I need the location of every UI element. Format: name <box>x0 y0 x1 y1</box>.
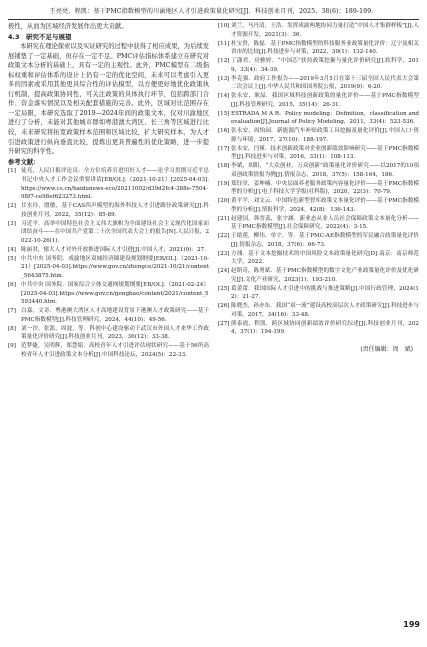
reference-item <box>218 180 419 198</box>
reference-text: 杜宝贵，陈磊．基于PMC指数模型的科技服务业政策量化评价：辽宁及相关省市的比较[J].科技进步与对策，2022，39(1)：132-140. <box>231 40 419 56</box>
reference-number: [27] <box>218 320 230 327</box>
reference-item <box>8 281 209 307</box>
reference-text: 赵斯奇，陈勇斌．基于PMC指数模型的数字文化产业政策量化评价及优化研究[J].文化产业研究，2023(1)：193-210. <box>231 268 419 283</box>
reference-number: [18] <box>218 163 230 169</box>
reference-number: [26] <box>218 303 230 309</box>
reference-text: 赵建国，韩晋蕊，张宇涵．新业态从业人员社会保障政策文本量化分析——基于PMC指数模型[J].社会保障研究，2022(4)：3-15. <box>231 215 419 231</box>
reference-text: 张永安，闫瑾．技术创新政策对企业创新绩效影响研究——基于PMC指数模型[J].科技进步与对策，2016，33(1)：108-113. <box>231 145 419 161</box>
reference-text: 习近平．高举中国特色社会主义伟大旗帜为全面建设社会主义现代化国家而团结奋斗——在中国共产党第二十次全国代表大会上的报告[N].人民日报，2022-10-26(1). <box>21 220 210 245</box>
reference-text: 丁潇君，房雅婷．“中国芯”扶持政策挖掘与量化评价研究[J].软科学，2019，33(4)：34-39. <box>231 58 419 73</box>
reference-text: 李克强．政府工作报告——2019年3月5日在第十三届全国人民代表大会第二次会议上[J].中华人民共和国国务院公报，2019(9)：6-20. <box>231 75 419 91</box>
continuation-text: 极性，从而为区域经济发展作出更大贡献。 <box>8 23 128 30</box>
reference-number: [13] <box>218 75 230 82</box>
reference-text: 李斌，胡阳，“大众创业、万众创新”政策量化评价研究——以2017的10项双创政策情报为例[J].情报杂志，2018，37(5)：158-164，186. <box>231 163 419 178</box>
reference-text: 张永安，耿喆．我国区域科技创新政策的量化评价——基于PMC指数模型[J].科技管理研究，2015，35(14)：26-31. <box>231 93 419 108</box>
reference-text: 中共中央 国务院．国家综合立体交通网规划纲要[EB/OL].（2021-02-24）[2025-04-03].https://www.gov.cn/gongbao/content/2021/content_5593440.htm. <box>21 281 209 306</box>
reference-item <box>218 22 419 40</box>
reference-number: [15] <box>218 110 230 117</box>
left-reference-list <box>8 167 209 360</box>
reference-text: 张永安，周怡园．新能源汽车补贴政策工具挖掘及量化评价[J].中国人口·资源与环境，2017，27(10)：188-197. <box>231 128 419 143</box>
reference-item <box>218 267 419 285</box>
reference-number: [14] <box>218 93 230 99</box>
reference-number: [7] <box>8 308 16 315</box>
reference-item <box>8 255 209 281</box>
reference-number: [5] <box>8 255 16 262</box>
body-paragraph: 本研究在理论探索以及实证研究的过程中获得了相应成果，为后续发展铺垫了一定基础，但存在一定不足。PMC评估指标体系建立在研究对政策文本分析的基础上，具有一定的主观性。此外，PMC模型在二级指标权重和评估体系的设计上仍有一定的优化空间，未来可以考虑引入更多的因素或采用其他更具综合性的评估模型，以方便更好地优化政策执行机制，提高政策协同性，可关注政策的具体执行环节，包括跨部门合作、资金落实情况以及相关配套措施的完善。此外，区域对比范围存在一定局限，本研究选取了2019—2024年间的政策文本，仅对川渝地区进行了分析，未能对其他城市群如粤港澳大湾区、长三角等区域进行比较，未来研究将拓宽政策样本范围和区域比较，扩大研究样本，为人才引进政策进行纵向垂直比较，提炼出更具普遍性的优化策略，进一步提升研究的科学性。 <box>8 43 209 156</box>
reference-text: 范梦婕，吴明辉，郑慧娟．高校青年人才引进评估现状研究——基于56所高校青年人才引进政策文本分析[J].中国科技论坛，2024(5)：22-33. <box>21 343 209 358</box>
reference-item <box>218 250 419 268</box>
reference-text: 熊泰霞，程凯．跨区域协同创新绩效评价研究综述[J].科技创业月刊，2024，37(1)：194-199. <box>231 320 419 336</box>
reference-text: 王绪莲，柳伟，单宇，等．基于PMC-AE指数模型的军民融合政策量化评价[J].情报杂志，2018，37(6)：66-73. <box>231 233 419 248</box>
reference-item <box>218 162 419 180</box>
reference-text: 中共中央 国务院．成渝地区双城经济圈建设规划纲要[EB/OL].（2021-10-21）[2025-04-03].https://www.gov.cn/zhengce/2021-10/21/content_5643875.htm. <box>21 255 209 280</box>
reference-item <box>218 57 419 75</box>
header-rule <box>8 19 419 20</box>
reference-number: [11] <box>218 40 230 47</box>
reference-item <box>8 202 209 220</box>
references-heading: 参考文献： <box>8 158 40 166</box>
reference-item <box>218 110 419 128</box>
reference-item <box>218 92 419 110</box>
reference-number: [25] <box>218 285 230 292</box>
reference-item <box>218 285 419 303</box>
reference-item <box>8 167 209 202</box>
page-number: 199 <box>403 620 420 629</box>
reference-text: 刘兰，马丹清，王浩．发挥成渝两地协同力量打造“中国人才集群样板”[J].人才资源开发，2021(3)：36. <box>231 23 419 38</box>
reference-number: [19] <box>218 180 230 187</box>
reference-item <box>8 307 209 325</box>
reference-number: [20] <box>218 198 230 204</box>
reference-number: [17] <box>218 145 230 152</box>
running-header: 王亮亮，程凯：基于PMC指数模型的川渝地区人才引进政策量化研究[J]．科技创业月刊，2025，38(6)：189-199． <box>49 8 378 15</box>
reference-item <box>8 220 209 246</box>
reference-text: 陈晓杰，孙亦东．我国“双一流”建设高校高层次人才政策研究[J].科技进步与对策，2017，34(16)：33-48. <box>231 303 419 318</box>
right-reference-list <box>218 22 419 337</box>
reference-item <box>218 215 419 233</box>
reference-number: [9] <box>8 343 16 350</box>
reference-number: [1] <box>8 168 16 175</box>
reference-number: [23] <box>218 250 230 257</box>
reference-number: [6] <box>8 281 16 288</box>
reference-number: [3] <box>8 220 16 227</box>
reference-item <box>218 75 419 93</box>
section-heading: 4.3 研究不足与展望 <box>8 32 72 41</box>
left-column <box>8 22 209 360</box>
right-column <box>218 22 419 355</box>
editor-note: (责任编辑：周 斌) <box>360 346 413 353</box>
reference-text: 郑钰堂，姜坤楠．中央层面养老服务政策内容量化评价——基于PMC指数模型的分析[J].电子科技大学学报(社科版)，2020，22(3)：70-79. <box>231 180 419 196</box>
reference-number: [24] <box>218 268 230 274</box>
reference-text: 方翊．基于文本挖掘技术的中国风险文本政策量化研究[D].南京：南京师范大学，2022. <box>231 250 419 266</box>
reference-number: [10] <box>218 23 230 29</box>
reference-item <box>218 232 419 250</box>
reference-text: 葛蕾蕾．我国国际人才引进中的挑战与推进策略[J].中国行政管理，2024(12)：21-27. <box>231 285 419 301</box>
reference-item <box>218 302 419 320</box>
reference-number: [22] <box>218 233 230 239</box>
reference-text: 甘水玲，殷敏，基于CAS四声模型的海外科技人才引进路径政策研究[J].科技创业月刊，2022，35(12)：85-89. <box>21 203 209 218</box>
reference-number: [2] <box>8 203 16 210</box>
reference-number: [16] <box>218 128 230 134</box>
reference-number: [8] <box>8 325 16 332</box>
reference-number: [21] <box>218 215 230 222</box>
reference-text: 徒亮，人民日报评论员：全方位培养引进用好人才——论学习贯彻习近平总书记中央人才工作会议重要讲话[EB/OL].（2021-10-21）[2025-04-03].https://www.cs.cn/baidunews-eco/20211002/d39d2fc4-388e-7504-98f7-ce98ef623273.html. <box>21 168 209 201</box>
reference-text: ESTRADA M A R．Policy modeling：Definition，classification and evaluation[J].Journal of Policy Modeling，2011，33(4)：523-536. <box>231 110 419 126</box>
reference-text: 黄平平，刘文云．中国特色新型智库政策文本量化评价——基于PMC指数模型的分析[J].情报科学，2024，42(8)：136-143. <box>231 198 419 213</box>
reference-text: 刘一沙，张凯，周波，等．科创中心建设驱动下武汉市外国人才来华工作政策量化评价研究[J].科技创业月刊，2023，36(12)：33-38. <box>21 325 209 341</box>
reference-item <box>218 127 419 145</box>
reference-item <box>8 342 209 360</box>
reference-item <box>218 197 419 215</box>
reference-item <box>218 320 419 338</box>
reference-item <box>8 246 209 255</box>
reference-text: 陈丽君，郁大人才对外开放推进国际人才引进[J].中国人才，2021(9)：27. <box>21 246 206 253</box>
reference-number: [12] <box>218 58 230 64</box>
reference-text: 白嘉，文奇．粤港澳大湾区人才高地建设背景下港澳人才政策研究——基于PMC指数模型[J].科技管理研究，2024，44(10)：49-56. <box>21 308 209 323</box>
reference-item <box>218 40 419 58</box>
reference-item <box>218 145 419 163</box>
reference-item <box>8 325 209 343</box>
reference-number: [4] <box>8 246 16 253</box>
